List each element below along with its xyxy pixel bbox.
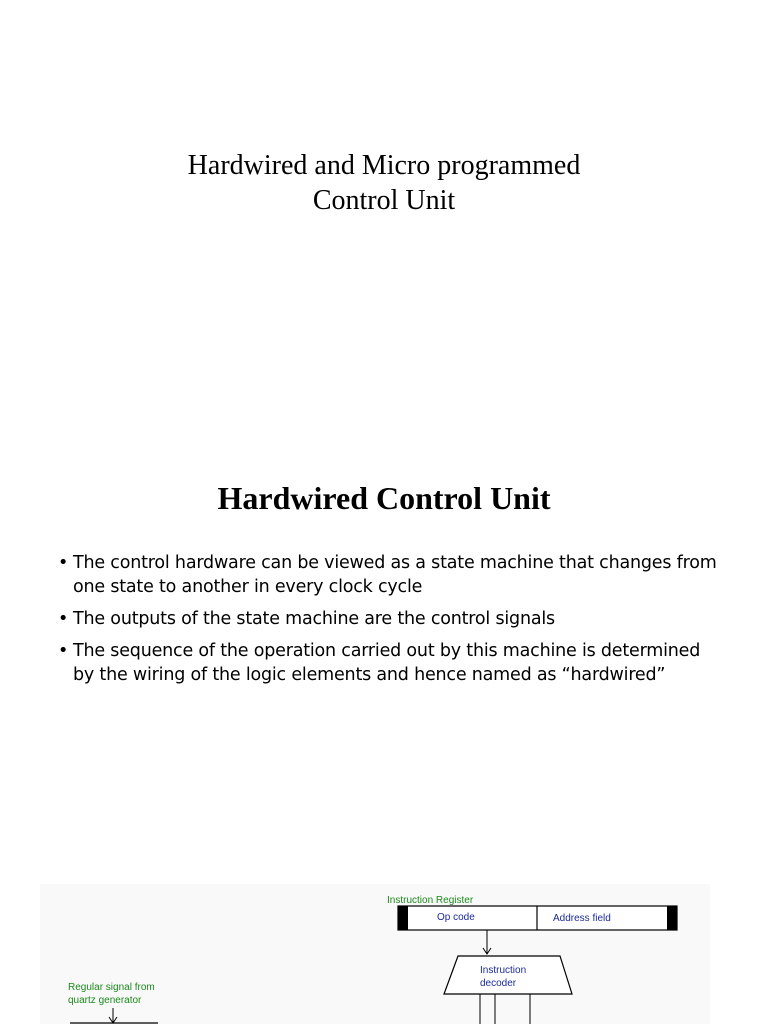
bullet-text: The sequence of the operation carried out by this machine is determined by the wiring of the logic elements and hence named as “hardwired” (73, 641, 701, 685)
bullet-item (58, 607, 718, 631)
clock-label-line2: quartz generator (68, 995, 142, 1006)
decoder-label-line2: decoder (480, 978, 517, 989)
slide-title (0, 148, 768, 218)
slide-title-line2: Control Unit (312, 185, 456, 216)
address-field-label: Address field (553, 913, 611, 924)
bullet-item (58, 551, 718, 599)
slide-title-line1: Hardwired and Micro programmed (187, 150, 581, 181)
bullet-list (58, 551, 718, 695)
section-heading: Hardwired Control Unit (217, 480, 551, 516)
bullet-text: The outputs of the state machine are the control signals (73, 609, 555, 629)
bullet-icon: • (58, 553, 69, 573)
bullet-icon: • (58, 609, 69, 629)
instruction-register-label: Instruction Register (387, 895, 474, 906)
clock-label-line1: Regular signal from (68, 982, 155, 993)
bullet-text: The control hardware can be viewed as a state machine that changes from one state to another in every clock cycle (73, 553, 717, 597)
op-code-label: Op code (437, 912, 475, 923)
bullet-item (58, 639, 718, 687)
bullet-icon: • (58, 641, 69, 661)
control-unit-diagram (40, 884, 710, 1024)
decoder-label-line1: Instruction (480, 965, 527, 976)
